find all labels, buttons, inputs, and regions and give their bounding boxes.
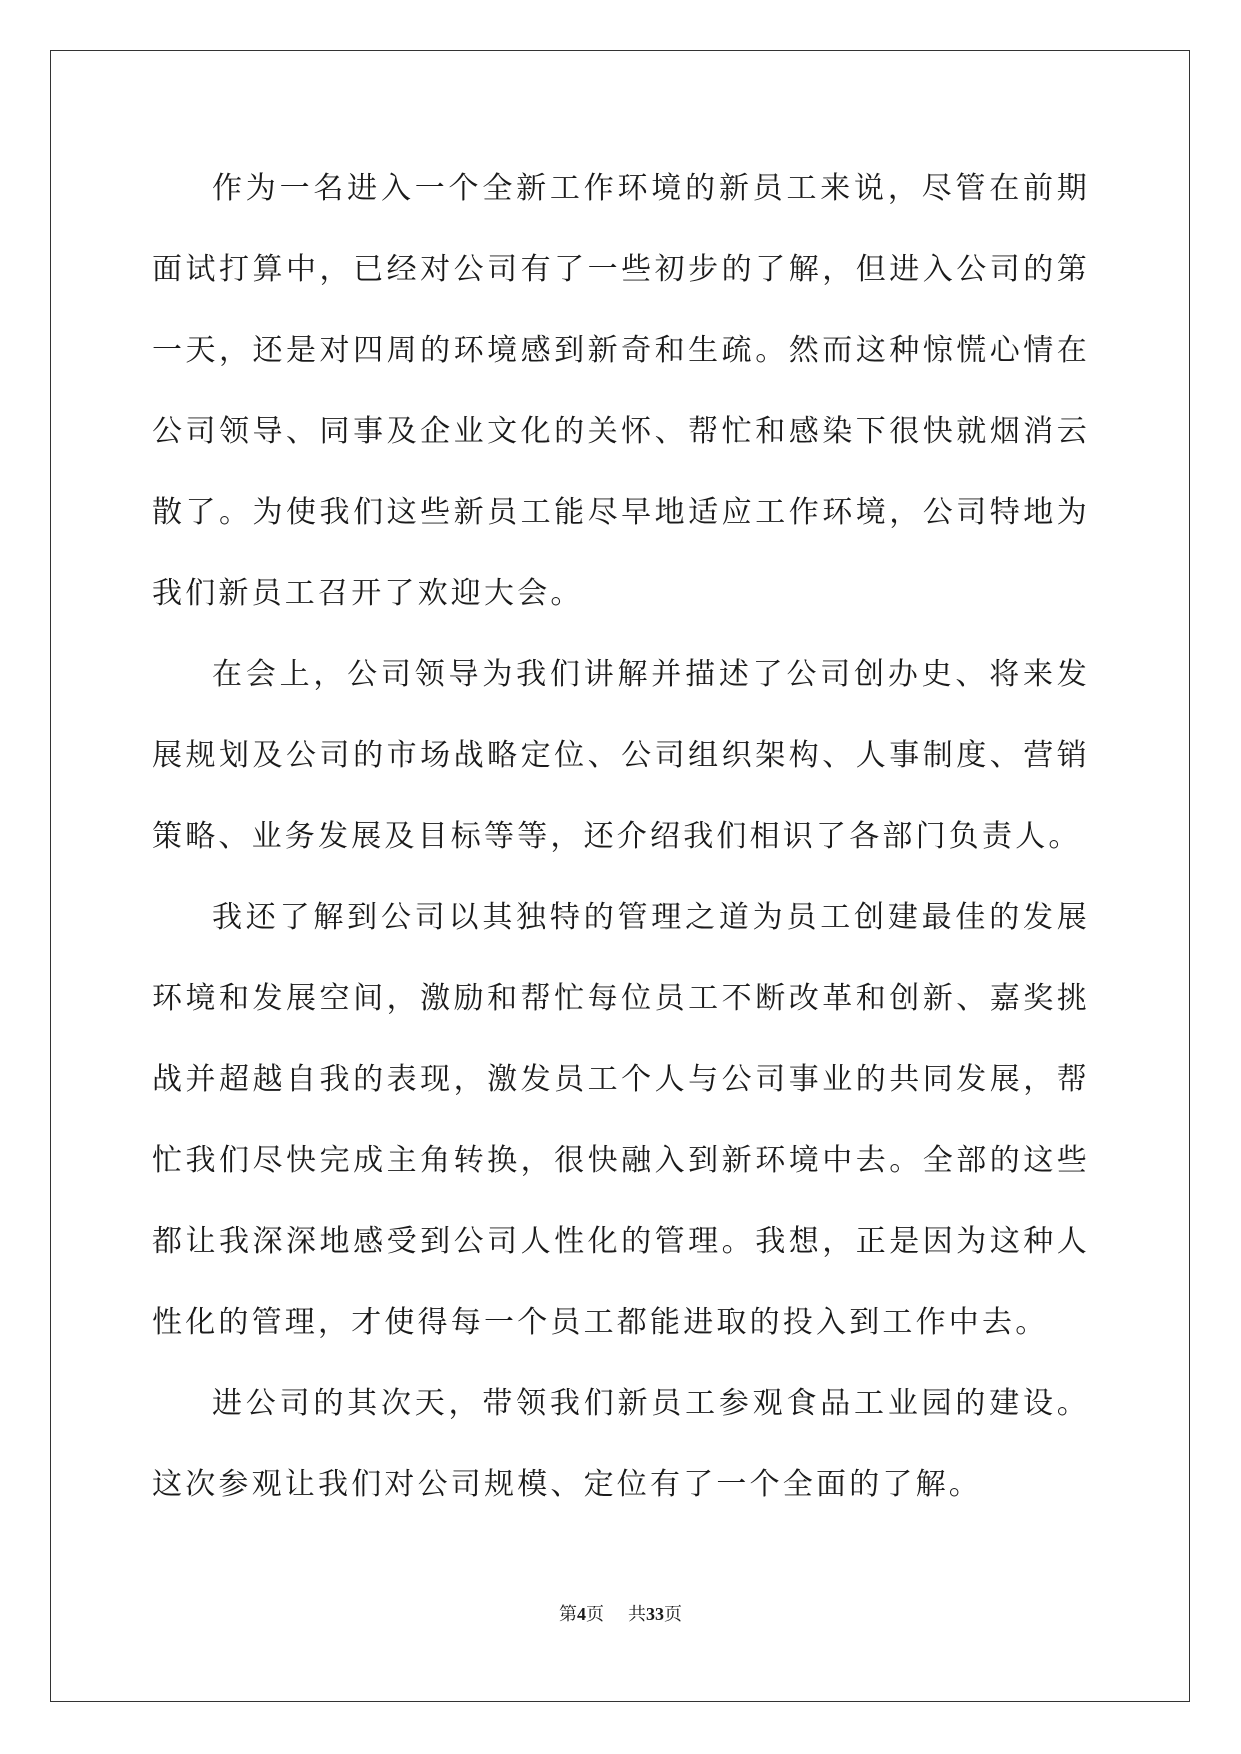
paragraph-3: 我还了解到公司以其独特的管理之道为员工创建最佳的发展环境和发展空间，激励和帮忙每位员工不断改革和创新、嘉奖挑战并超越自我的表现，激发员工个人与公司事业的共同发展，帮忙我们尽快完成主角转换，很快融入到新环境中去。全部的这些都让我深深地感受到公司人性化的管理。我想，正是因为这种人性化的管理，才使得每一个员工都能进取的投入到工作中去。: [152, 900, 1090, 1340]
page-number: 4: [577, 1604, 586, 1624]
page-suffix: 页: [586, 1604, 604, 1625]
document-body: [152, 148, 1090, 1525]
paragraph-2: 在会上，公司领导为我们讲解并描述了公司创办史、将来发展规划及公司的市场战略定位、公司组织架构、人事制度、营销策略、业务发展及目标等等，还介绍我们相识了各部门负责人。: [152, 657, 1090, 854]
page-footer: [0, 1602, 1241, 1627]
total-suffix: 页: [664, 1604, 682, 1625]
total-prefix: 共: [628, 1604, 646, 1625]
total-pages: 33: [646, 1604, 664, 1624]
paragraph-4: 进公司的其次天，带领我们新员工参观食品工业园的建设。这次参观让我们对公司规模、定位有了一个全面的了解。: [152, 1386, 1090, 1502]
paragraph-1: 作为一名进入一个全新工作环境的新员工来说，尽管在前期面试打算中，已经对公司有了一些初步的了解，但进入公司的第一天，还是对四周的环境感到新奇和生疏。然而这种惊慌心情在公司领导、同事及企业文化的关怀、帮忙和感染下很快就烟消云散了。为使我们这些新员工能尽早地适应工作环境，公司特地为我们新员工召开了欢迎大会。: [152, 171, 1090, 611]
page-prefix: 第: [559, 1604, 577, 1625]
